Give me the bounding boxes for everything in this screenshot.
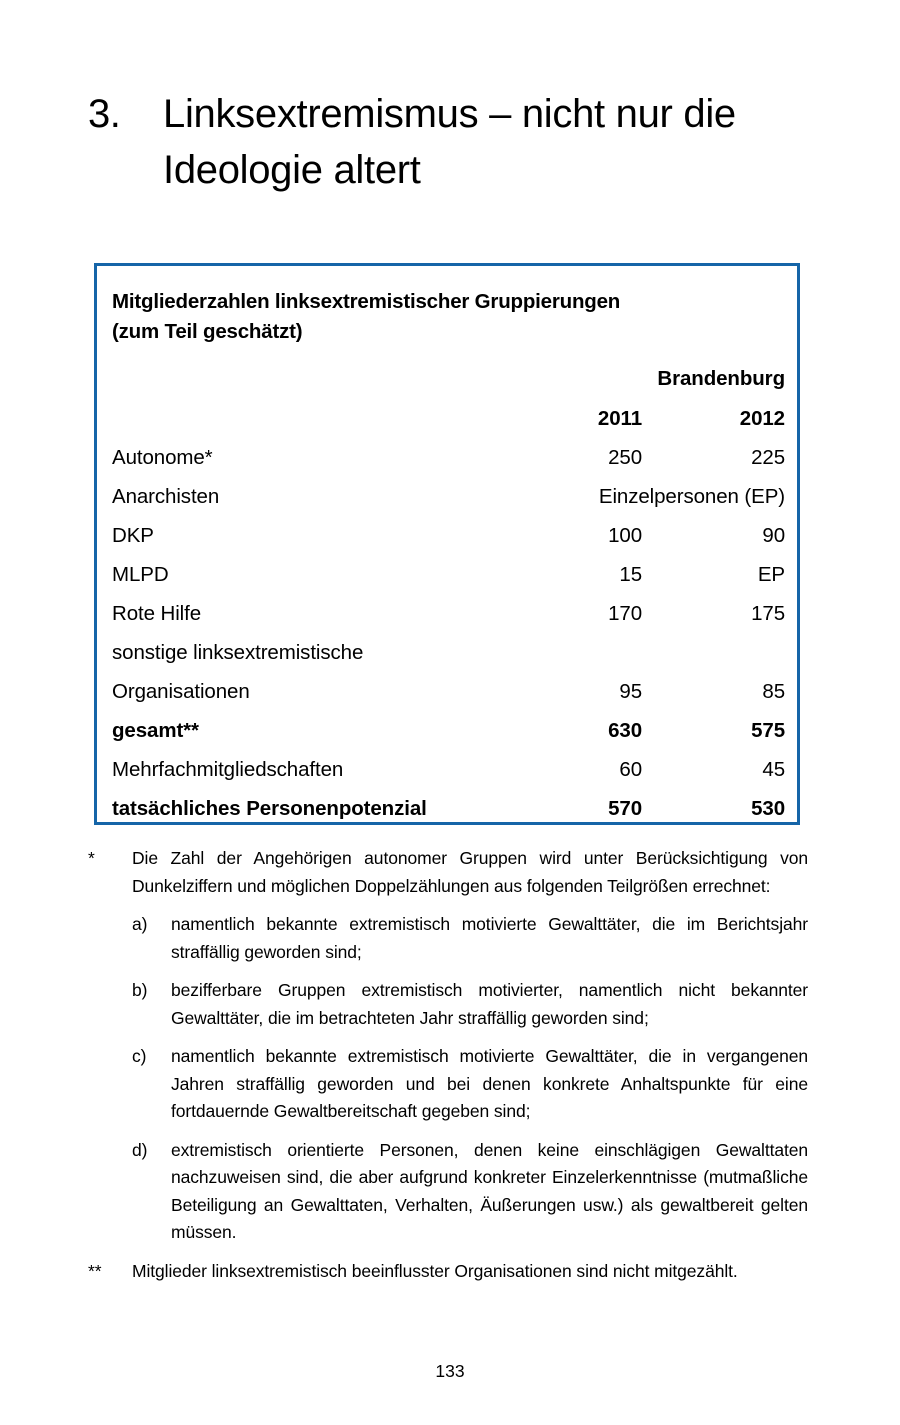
chapter-title: Linksextremismus – nicht nur die Ideologie altert [163,92,736,192]
row-label: gesamt** [112,719,199,742]
footnote-double-asterisk [88,1258,808,1286]
footnote-marker: * [88,848,95,868]
row-value-2012: 90 [762,524,785,547]
row-value-2012 [642,633,785,672]
column-header-2011: 2011 [597,407,642,430]
table-row [112,477,785,516]
row-label: DKP [112,524,154,547]
row-value-2012: EP [757,563,785,586]
table-header-region [112,358,785,399]
row-value-2011: 60 [619,758,642,781]
column-header-label [112,399,497,438]
row-label: MLPD [112,563,169,586]
footnote-subitem-marker: a) [132,914,148,934]
statistics-table-box [94,263,800,825]
table-row [112,594,785,633]
footnote-subitem-d [132,1137,808,1247]
footnote-subitem-text: namentlich bekannte extremistisch motivierte Gewalttäter, die im Berichtsjahr straffällig geworden sind; [171,914,808,962]
region-header-spacer [112,358,497,399]
footnote-marker: ** [88,1260,102,1281]
row-label: Mehrfachmitgliedschaften [112,758,344,781]
column-header-2012: 2012 [739,407,785,430]
membership-table [112,358,785,828]
row-label: Anarchisten [112,485,220,508]
footnote-text: Mitglieder linksextremistisch beeinflusster Organisationen sind nicht mitgezählt. [132,1260,738,1281]
page-title [88,86,788,198]
region-header-spacer-2 [497,358,642,399]
table-header-years [112,399,785,438]
row-value-2011: 250 [608,446,642,469]
table-row [112,555,785,594]
footnote-subitem-text: extremistisch orientierte Personen, denen keine einschlägigen Gewalttaten nachzuweisen sind, die aber aufgrund konkreter Einzelerkenntnisse (mutmaßliche Beteiligung an Gewalttaten, Verhalten, Äußerungen usw.) als gewaltbereit gelten müssen. [171,1139,808,1242]
row-value-2012: 575 [751,719,785,742]
region-header-label: Brandenburg [657,367,785,390]
row-value-2011: 630 [608,719,642,742]
footnote-subitem-a [132,911,808,966]
row-value-2012: 45 [762,758,785,781]
footnote-subitem-marker: b) [132,980,148,1000]
table-row [112,672,785,711]
row-label: Autonome* [112,446,213,469]
row-label: Organisationen [112,680,250,703]
row-label: tatsächliches Personenpotenzial [112,797,427,820]
table-title-line1: Mitgliederzahlen linksextremistischer Gruppierungen [112,290,621,313]
footnote-subitem-c [132,1043,808,1126]
footnote-asterisk [88,845,808,900]
row-value-2011: 570 [608,797,642,820]
table-row [112,750,785,789]
table-row-net-total [112,789,785,828]
footnote-subitem-text: namentlich bekannte extremistisch motivierte Gewalttäter, die in vergangenen Jahren straffällig geworden und bei denen konkrete Anhaltspunkte für eine fortdauernde Gewaltbereitschaft gegeben sind; [171,1046,808,1121]
row-value-2012: 225 [751,446,785,469]
footnote-subitem-marker: c) [132,1046,147,1066]
table-title [112,287,620,347]
row-value-2012: 530 [751,797,785,820]
footnote-subitem-marker: d) [132,1139,148,1160]
footnote-subitem-text: bezifferbare Gruppen extremistisch motivierter, namentlich nicht bekannter Gewalttäter, die im betrachteten Jahr straffällig geworden sind; [171,980,808,1028]
chapter-number: 3. [88,92,121,136]
footnotes-section [88,845,808,1285]
row-label-continued: sonstige linksextremistische [112,641,364,664]
row-value-2011: 95 [619,680,642,703]
table-row-total [112,711,785,750]
row-value-2011 [497,633,642,672]
row-value-2011: 170 [608,602,642,625]
row-value-2012: 175 [751,602,785,625]
row-value-span: Einzelpersonen (EP) [598,485,785,508]
row-value-2012: 85 [762,680,785,703]
row-value-2011: 15 [619,563,642,586]
table-title-line2: (zum Teil geschätzt) [112,320,303,343]
footnote-text: Die Zahl der Angehörigen autonomer Gruppen wird unter Berücksichtigung von Dunkelziffern und möglichen Doppelzählungen aus folgenden Teilgrößen errechnet: [132,848,808,896]
table-row [112,633,785,672]
row-label: Rote Hilfe [112,602,202,625]
table-row [112,438,785,477]
page-number: 133 [435,1361,465,1381]
table-row [112,516,785,555]
row-value-2011: 100 [608,524,642,547]
footnote-subitem-b [132,977,808,1032]
